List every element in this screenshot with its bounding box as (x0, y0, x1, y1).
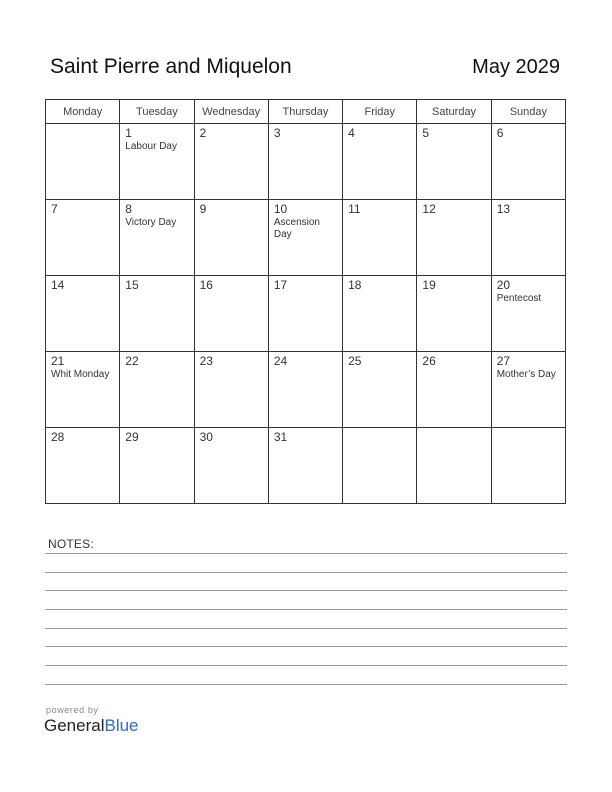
day-cell (120, 352, 194, 428)
notes-line (45, 572, 567, 573)
notes-line (45, 665, 567, 666)
day-cell (46, 276, 120, 352)
day-cell (491, 124, 565, 200)
day-number: 31 (273, 430, 288, 444)
day-number: 4 (348, 126, 355, 140)
weekday-header: Friday (343, 100, 417, 124)
notes-line (45, 590, 567, 591)
day-cell (268, 428, 342, 504)
day-cell (120, 428, 194, 504)
day-cell (268, 276, 342, 352)
day-number: 12 (422, 202, 436, 216)
day-number: 11 (348, 202, 361, 216)
day-cell (120, 276, 194, 352)
day-cell (46, 124, 120, 200)
calendar-grid (45, 99, 566, 504)
week-row (46, 276, 566, 352)
brand-general: General (44, 716, 105, 735)
day-cell (491, 428, 565, 504)
holiday-label: Victory Day (125, 217, 177, 228)
day-number: 30 (199, 430, 213, 444)
day-number: 26 (422, 354, 436, 368)
day-number: 16 (199, 278, 213, 292)
holiday-label: Labour Day (125, 141, 177, 152)
day-number: 25 (348, 354, 362, 368)
weekday-header: Monday (46, 100, 120, 124)
day-number: 7 (51, 202, 58, 216)
day-number: 17 (273, 278, 288, 292)
holiday-label: Mother’s Day (496, 369, 556, 380)
day-number: 18 (348, 278, 362, 292)
day-cell (417, 276, 491, 352)
calendar-title: Saint Pierre and Miquelon (50, 55, 292, 78)
day-cell (46, 352, 120, 428)
day-cell (194, 200, 268, 276)
weekday-header: Saturday (417, 100, 491, 124)
holiday-label: Whit Monday (51, 369, 110, 380)
month-year: May 2029 (472, 56, 560, 78)
holiday-label: Pentecost (496, 293, 542, 304)
generalblue-logo (44, 716, 139, 736)
notes-line (45, 684, 567, 685)
day-number: 20 (496, 278, 511, 292)
day-number: 28 (51, 430, 65, 444)
day-number: 15 (125, 278, 139, 292)
day-number: 19 (422, 278, 436, 292)
day-cell (343, 428, 417, 504)
day-number: 27 (496, 354, 511, 368)
day-cell (417, 352, 491, 428)
day-cell (417, 124, 491, 200)
day-number: 14 (51, 278, 65, 292)
weekday-header: Tuesday (120, 100, 194, 124)
week-row (46, 124, 566, 200)
day-number: 6 (496, 126, 504, 140)
day-cell (268, 352, 342, 428)
week-row (46, 200, 566, 276)
week-row (46, 352, 566, 428)
day-number: 1 (125, 126, 132, 140)
holiday-label: Ascension Day (273, 217, 320, 240)
day-cell (46, 200, 120, 276)
day-cell (268, 200, 342, 276)
weekday-header: Wednesday (194, 100, 268, 124)
day-cell (46, 428, 120, 504)
day-cell (268, 124, 342, 200)
day-number: 22 (125, 354, 139, 368)
day-cell (194, 124, 268, 200)
day-number: 23 (199, 354, 213, 368)
notes-line (45, 609, 567, 610)
day-number: 9 (199, 202, 207, 216)
notes-line (45, 553, 567, 554)
day-cell (120, 124, 194, 200)
day-number: 5 (422, 126, 430, 140)
day-cell (194, 276, 268, 352)
day-cell (491, 352, 565, 428)
day-cell (343, 352, 417, 428)
week-row (46, 428, 566, 504)
notes-line (45, 646, 567, 647)
brand-blue: Blue (104, 716, 139, 735)
weekday-header: Sunday (491, 100, 565, 124)
day-number: 8 (125, 202, 132, 216)
powered-by-text: powered by (46, 705, 99, 715)
weekday-header: Thursday (268, 100, 342, 124)
day-number: 3 (273, 126, 281, 140)
day-number: 24 (273, 354, 288, 368)
notes-line (45, 628, 567, 629)
notes-label: NOTES: (48, 537, 94, 551)
day-cell (417, 428, 491, 504)
day-cell (343, 200, 417, 276)
day-cell (343, 124, 417, 200)
day-cell (194, 352, 268, 428)
day-cell (343, 276, 417, 352)
day-number: 29 (125, 430, 139, 444)
day-number: 10 (273, 202, 288, 216)
day-cell (491, 200, 565, 276)
day-cell (194, 428, 268, 504)
day-number: 21 (51, 354, 65, 368)
day-cell (491, 276, 565, 352)
weekday-header-row (46, 100, 566, 124)
day-cell (120, 200, 194, 276)
day-number: 13 (496, 202, 511, 216)
day-cell (417, 200, 491, 276)
day-number: 2 (199, 126, 207, 140)
